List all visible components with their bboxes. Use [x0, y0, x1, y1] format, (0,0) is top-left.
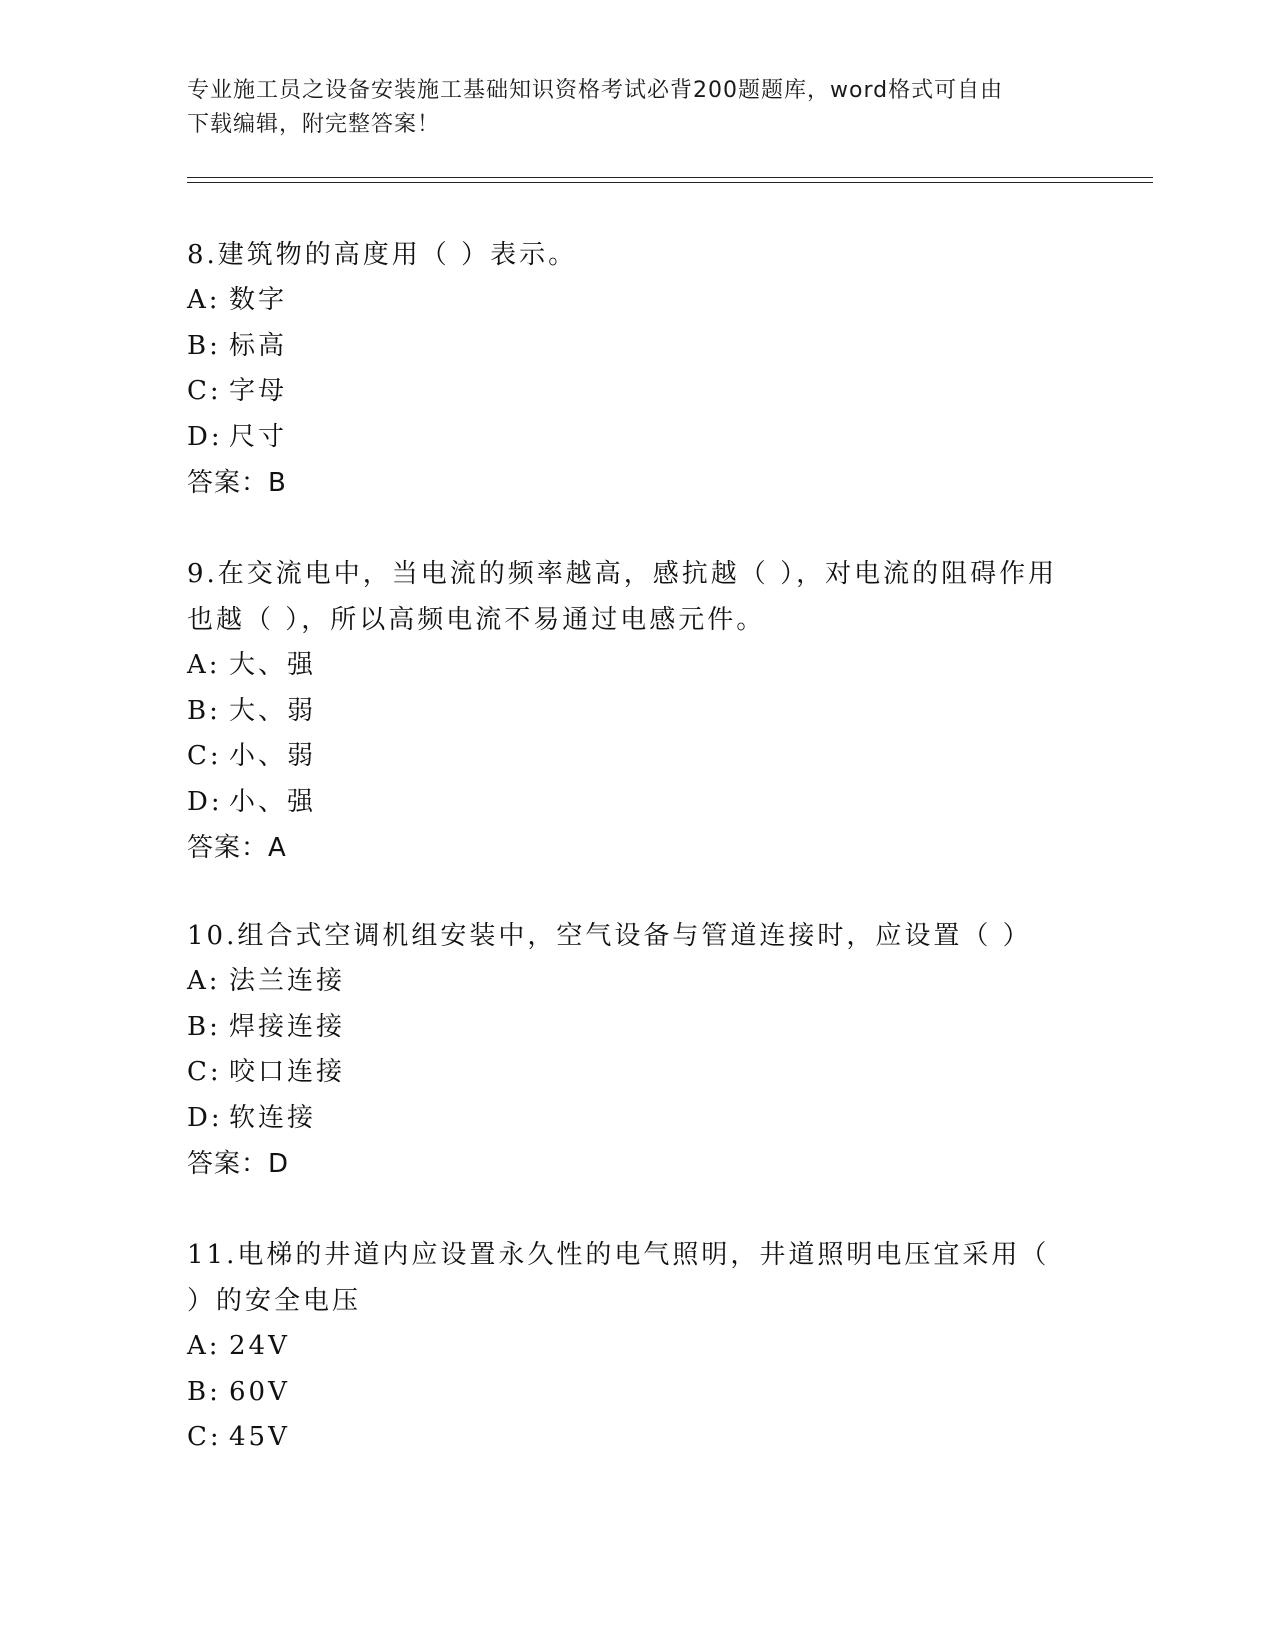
- option-key: C:: [187, 376, 222, 406]
- option-text: 法兰连接: [229, 966, 346, 996]
- option-key: C:: [187, 741, 222, 771]
- option-key: B:: [187, 695, 221, 726]
- option-key: C:: [187, 1422, 222, 1452]
- header-divider-top: [187, 177, 1153, 178]
- header-divider-bottom: [187, 182, 1153, 183]
- option-a: [187, 1324, 1087, 1370]
- option-c: [187, 734, 1087, 780]
- question-stem-line-1: 9.在交流电中，当电流的频率越高，感抗越（ ），对电流的阻碍作用: [187, 559, 1058, 589]
- option-text: 焊接连接: [229, 1011, 346, 1042]
- option-b: [187, 689, 1087, 735]
- option-d: [187, 780, 1087, 826]
- option-key: C:: [187, 1057, 222, 1087]
- question-8: [187, 232, 1087, 506]
- option-text: 大、强: [229, 650, 317, 680]
- option-key: B:: [187, 1376, 221, 1407]
- option-text: 数字: [229, 285, 288, 315]
- option-c: [187, 369, 1087, 415]
- option-key: A:: [187, 1331, 221, 1361]
- question-11: [187, 1232, 1087, 1461]
- question-stem-line-2: 也越（ ），所以高频电流不易通过电感元件。: [187, 605, 766, 635]
- header-line-2: 下载编辑，附完整答案！: [187, 112, 441, 137]
- option-a: [187, 959, 1087, 1005]
- option-a: [187, 643, 1087, 689]
- question-stem-line-1: 11.电梯的井道内应设置永久性的电气照明，井道照明电压宜采用（: [187, 1240, 1050, 1270]
- option-b: [187, 1370, 1087, 1416]
- question-9: [187, 551, 1087, 871]
- option-key: B:: [187, 1011, 221, 1042]
- option-key: B:: [187, 330, 221, 361]
- option-text: 大、弱: [229, 695, 317, 726]
- option-text: 小、弱: [229, 741, 317, 771]
- question-stem: 10.组合式空调机组安装中，空气设备与管道连接时，应设置（ ）: [187, 921, 1032, 951]
- option-b: [187, 324, 1087, 370]
- option-a: [187, 278, 1087, 324]
- option-text: 咬口连接: [229, 1057, 346, 1087]
- option-text: 软连接: [229, 1102, 317, 1133]
- option-text: 60V: [229, 1376, 290, 1407]
- option-b: [187, 1005, 1087, 1051]
- option-text: 45V: [229, 1422, 290, 1452]
- option-d: [187, 415, 1087, 461]
- option-text: 小、强: [229, 786, 317, 817]
- answer-line: 答案：B: [187, 468, 287, 498]
- answer-line: 答案：D: [187, 1149, 290, 1179]
- answer-line: 答案：A: [187, 833, 287, 863]
- option-key: A:: [187, 285, 221, 315]
- option-text: 字母: [229, 376, 288, 406]
- option-key: A:: [187, 966, 221, 996]
- option-text: 尺寸: [229, 421, 288, 452]
- document-header: [187, 74, 1087, 142]
- option-text: 24V: [229, 1331, 290, 1361]
- question-stem-line-2: ）的安全电压: [187, 1286, 362, 1316]
- option-key: D:: [187, 421, 223, 452]
- question-10: [187, 913, 1087, 1187]
- option-key: D:: [187, 1102, 223, 1133]
- option-text: 标高: [229, 330, 288, 361]
- option-key: D:: [187, 786, 223, 817]
- option-c: [187, 1415, 1087, 1461]
- option-d: [187, 1096, 1087, 1142]
- option-key: A:: [187, 650, 221, 680]
- option-c: [187, 1050, 1087, 1096]
- question-stem: 8.建筑物的高度用（ ）表示。: [187, 240, 578, 270]
- header-line-1: 专业施工员之设备安装施工基础知识资格考试必背200题题库，word格式可自由: [187, 78, 1004, 103]
